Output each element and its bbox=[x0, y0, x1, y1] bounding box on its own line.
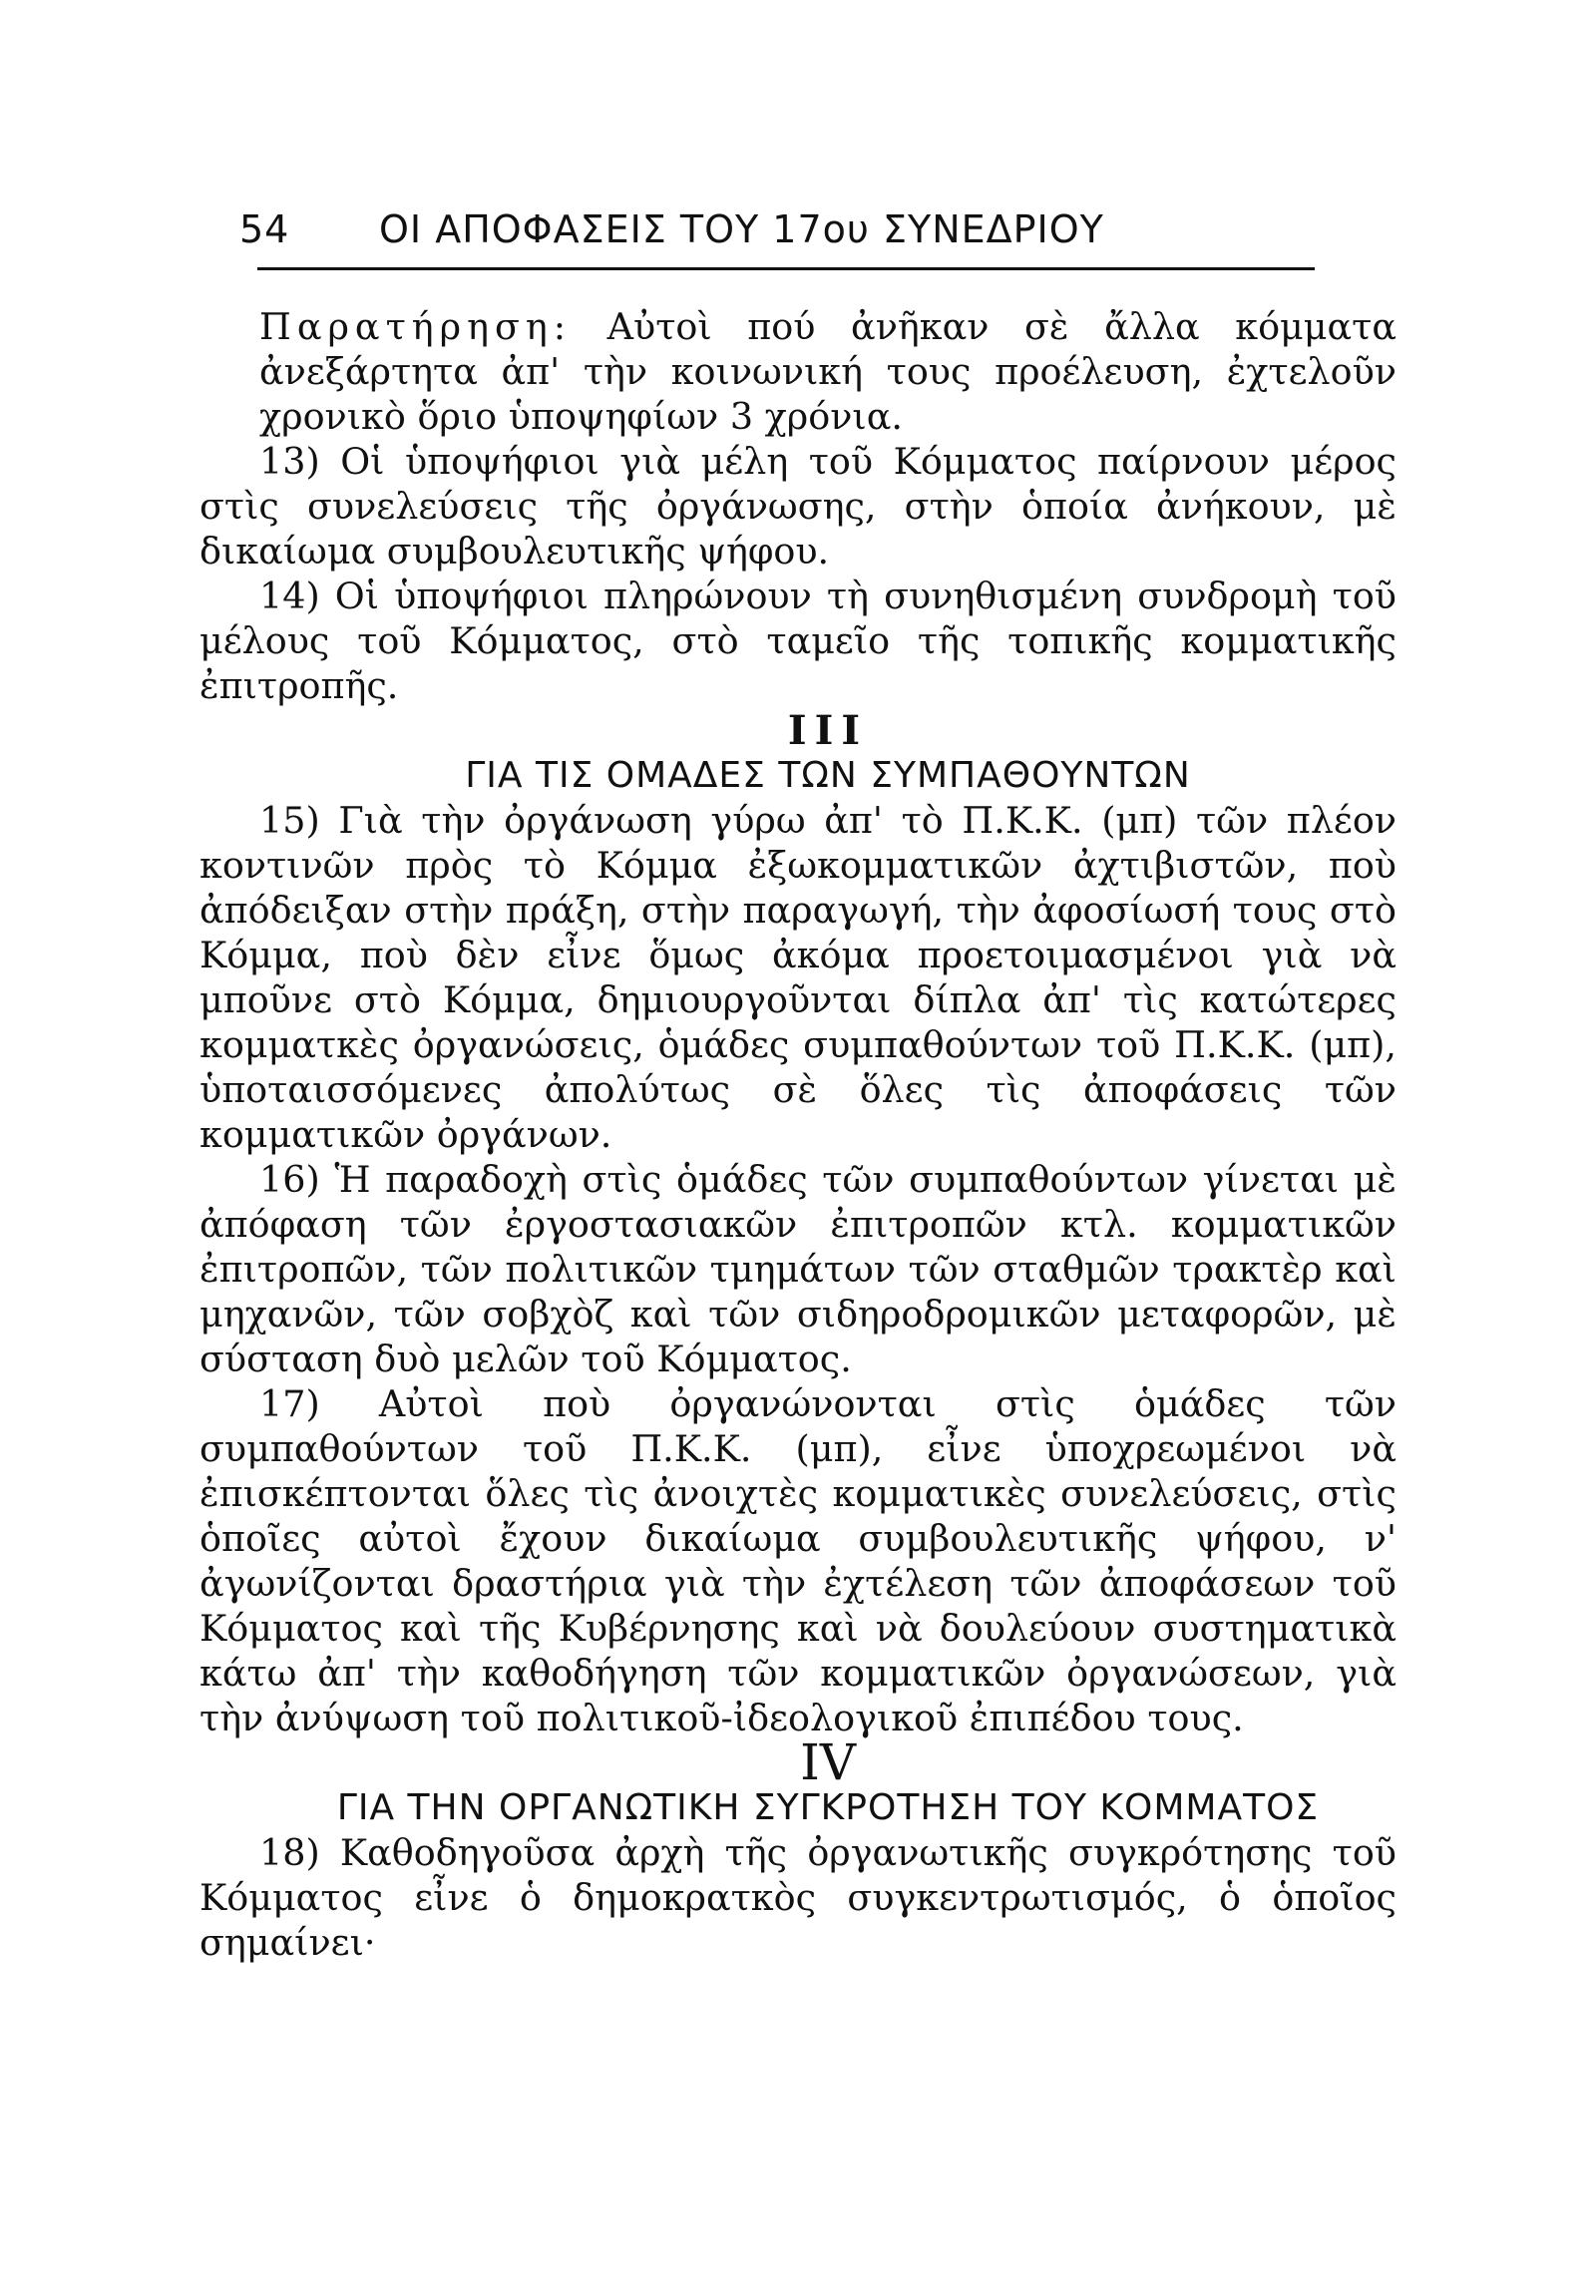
note-paragraph bbox=[259, 304, 1396, 439]
header-rule bbox=[257, 267, 1315, 270]
page-number: 54 bbox=[239, 207, 290, 251]
running-title: ΟΙ ΑΠΟΦΑΣΕΙΣ ΤΟΥ 17ου ΣΥΝΕΔΡΙΟΥ bbox=[379, 207, 1104, 251]
paragraph-18: 18) Καθοδηγοῦσα ἀρχὴ τῆς ὀργανωτικῆς συγκρότησης τοῦ Κόμματος εἶνε ὁ δημοκρατκὸς συγκεντρωτισμός, ὁ ὁποῖος σημαίνει· bbox=[200, 1831, 1396, 1964]
section-title-4: ΓΙΑ ΤΗΝ ΟΡΓΑΝΩΤΙΚΗ ΣΥΓΚΡΟΤΗΣΗ ΤΟΥ ΚΟΜΜΑΤΟΣ bbox=[336, 1787, 1320, 1828]
section-title-3: ΓΙΑ ΤΙΣ ΟΜΑΔΕΣ ΤΩΝ ΣΥΜΠΑΘΟΥΝΤΩΝ bbox=[465, 755, 1191, 796]
paragraph-13: 13) Οἱ ὑποψήφιοι γιὰ μέλη τοῦ Κόμματος παίρνουν μέρος στὶς συνελεύσεις τῆς ὀργάνωσης, στὴν ὁποία ἀνήκουν, μὲ δικαίωμα συμβουλευτικῆς ψήφου. bbox=[200, 440, 1396, 573]
section-numeral-3: III bbox=[787, 707, 869, 754]
note-text: Αὐτοὶ πού ἀνῆκαν σὲ ἄλλα κόμματα ἀνεξάρτητα ἀπ' τὴν κοινωνική τους προέλευση, ἐχτελοῦν χρονικὸ ὅριο ὑποψηφίων 3 χρόνια. bbox=[259, 305, 1396, 438]
body-text bbox=[200, 304, 1396, 1965]
paragraph-14: 14) Οἱ ὑποψήφιοι πληρώνουν τὴ συνηθισμένη συνδρομὴ τοῦ μέλους τοῦ Κόμματος, στὸ ταμεῖο τῆς τοπικῆς κομματικῆς ἐπιτροπῆς. bbox=[200, 574, 1396, 707]
paragraph-15: 15) Γιὰ τὴν ὀργάνωση γύρω ἀπ' τὸ Π.Κ.Κ. (μπ) τῶν πλέον κοντινῶν πρὸς τὸ Κόμμα ἐξωκομματικῶν ἀχτιβιστῶν, ποὺ ἀπόδειξαν στὴν πράξη, στὴν παραγωγή, τὴν ἀφοσίωσή τους στὸ Κόμμα, ποὺ δὲν εἶνε ὅμως ἀκόμα προετοιμασμένοι γιὰ νὰ μποῦνε στὸ Κόμμα, δημιουργοῦνται δίπλα ἀπ' τὶς κατώτερες κομματκὲς ὀργανώσεις, ὁμάδες συμπαθούντων τοῦ Π.Κ.Κ. (μπ), ὑποταισσόμενες ἀπολύτως σὲ ὅλες τὶς ἀποφάσεις τῶν κομματικῶν ὀργάνων. bbox=[200, 799, 1396, 1156]
paragraph-17: 17) Αὐτοὶ ποὺ ὀργανώνονται στὶς ὁμάδες τῶν συμπαθούντων τοῦ Π.Κ.Κ. (μπ), εἶνε ὑποχρεωμένοι νὰ ἐπισκέπτονται ὅλες τὶς ἀνοιχτὲς κομματικὲς συνελεύσεις, στὶς ὁποῖες αὐτοὶ ἔχουν δικαίωμα συμβουλευτικῆς ψήφου, ν' ἀγωνίζονται δραστήρια γιὰ τὴν ἐχτέλεση τῶν ἀποφάσεων τοῦ Κόμματος καὶ τῆς Κυβέρνησης καὶ νὰ δουλεύουν συστηματικὰ κάτω ἀπ' τὴν καθοδήγηση τῶν κομματικῶν ὀργανώσεων, γιὰ τὴν ἀνύψωση τοῦ πολιτικοῦ-ἰδεολογικοῦ ἐπιπέδου τους. bbox=[200, 1382, 1396, 1739]
paragraph-16: 16) Ἡ παραδοχὴ στὶς ὁμάδες τῶν συμπαθούντων γίνεται μὲ ἀπόφαση τῶν ἐργοστασιακῶν ἐπιτροπῶν κτλ. κομματικῶν ἐπιτροπῶν, τῶν πολιτικῶν τμημάτων τῶν σταθμῶν τρακτὲρ καὶ μηχανῶν, τῶν σοβχὸζ καὶ τῶν σιδηροδρομικῶν μεταφορῶν, μὲ σύσταση δυὸ μελῶν τοῦ Κόμματος. bbox=[200, 1158, 1396, 1380]
page-header bbox=[239, 207, 1317, 257]
note-label: Παρατήρηση: bbox=[259, 305, 573, 348]
section-numeral-4: IV bbox=[800, 1733, 856, 1791]
